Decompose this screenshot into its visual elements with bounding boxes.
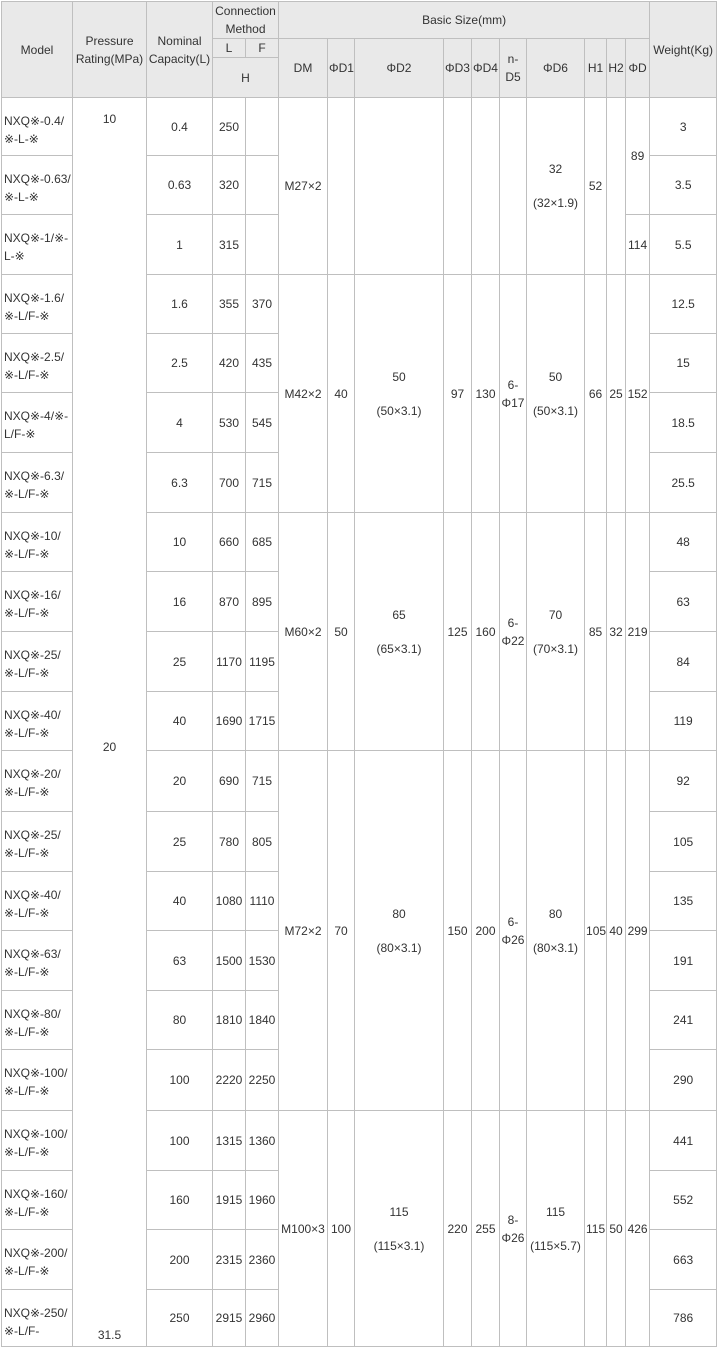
h-l-cell: 700 [213,453,246,513]
h2-cell: 25 [607,275,626,513]
h-l-cell: 1500 [213,931,246,991]
capacity-cell: 4 [147,393,213,453]
d2-cell [355,751,444,1111]
weight-cell: 191 [650,931,717,991]
weight-cell: 18.5 [650,393,717,453]
model-cell: NXQ※-160/※-L/F-※ [2,1171,73,1230]
weight-cell: 48 [650,513,717,572]
h-l-cell: 1810 [213,991,246,1050]
header-d: ΦD [626,39,650,98]
dm-cell: M100×3 [279,1111,328,1347]
capacity-cell: 1.6 [147,275,213,334]
header-connection-method: Connection Method [213,2,279,39]
h-f-cell [246,156,279,215]
h1-cell: 115 [585,1111,607,1347]
weight-cell: 3 [650,98,717,156]
d2-cell [355,513,444,751]
weight-cell: 92 [650,751,717,812]
h-l-cell: 530 [213,393,246,453]
model-cell: NXQ※-0.63/※-L-※ [2,156,73,215]
capacity-cell: 1 [147,215,213,275]
d6-cell-size: (80×3.1) [533,940,579,955]
weight-cell: 119 [650,692,717,751]
d4-cell: 255 [472,1111,500,1347]
h2-cell: 40 [607,751,626,1111]
capacity-cell: 25 [147,632,213,692]
weight-cell: 241 [650,991,717,1050]
d1-cell: 70 [328,751,355,1111]
h2-cell: 32 [607,513,626,751]
model-cell: NXQ※-100/※-L/F-※ [2,1050,73,1111]
h-f-cell: 2360 [246,1230,279,1290]
d6-cell-size: (50×3.1) [533,403,579,418]
capacity-cell: 100 [147,1050,213,1111]
h-l-cell: 1080 [213,872,246,931]
capacity-cell: 40 [147,872,213,931]
d2-cell-value: 80 [392,906,406,921]
h-f-cell: 2250 [246,1050,279,1111]
h-f-cell: 1960 [246,1171,279,1230]
weight-cell: 15 [650,334,717,393]
d3-cell: 220 [444,1111,472,1347]
weight-cell: 5.5 [650,215,717,275]
weight-cell: 135 [650,872,717,931]
d4-cell: 130 [472,275,500,513]
d6-cell [527,98,585,275]
capacity-cell: 63 [147,931,213,991]
capacity-cell: 16 [147,572,213,632]
header-d4: ΦD4 [472,39,500,98]
d-cell: 114 [626,215,650,275]
header-model: Model [2,2,73,98]
model-cell: NXQ※-1.6/※-L/F-※ [2,275,73,334]
weight-cell: 12.5 [650,275,717,334]
capacity-cell: 20 [147,751,213,812]
model-cell: NXQ※-10/※-L/F-※ [2,513,73,572]
d6-cell [527,751,585,1111]
model-cell: NXQ※-4/※-L/F-※ [2,393,73,453]
h2-cell [607,98,626,275]
d-cell: 426 [626,1111,650,1347]
header-d1: ΦD1 [328,39,355,98]
capacity-cell: 6.3 [147,453,213,513]
dm-cell: M60×2 [279,513,328,751]
weight-cell: 290 [650,1050,717,1111]
d3-cell: 97 [444,275,472,513]
header-dm: DM [279,39,328,98]
model-cell: NXQ※-2.5/※-L/F-※ [2,334,73,393]
capacity-cell: 40 [147,692,213,751]
weight-cell: 786 [650,1290,717,1347]
d4-cell [472,98,500,275]
model-cell: NXQ※-1/※-L-※ [2,215,73,275]
h-l-cell: 780 [213,812,246,872]
h-l-cell: 1915 [213,1171,246,1230]
d2-cell-size: (115×3.1) [373,1238,425,1253]
h-f-cell: 2960 [246,1290,279,1347]
h-f-cell: 1715 [246,692,279,751]
d6-cell-size: (70×3.1) [533,641,579,656]
weight-cell: 25.5 [650,453,717,513]
d6-cell-value: 80 [548,906,563,921]
pressure-rating-value: 20 [102,740,117,754]
h1-cell: 85 [585,513,607,751]
h-f-cell: 895 [246,572,279,632]
d2-cell-value: 115 [389,1204,409,1219]
d1-cell: 100 [328,1111,355,1347]
h1-cell: 105 [585,751,607,1111]
d2-cell-size: (65×3.1) [376,641,422,656]
pressure-rating-value: 10 [102,112,117,126]
model-cell: NXQ※-25/※-L/F-※ [2,812,73,872]
h-l-cell: 1315 [213,1111,246,1171]
h-l-cell: 315 [213,215,246,275]
weight-cell: 84 [650,632,717,692]
header-h1: H1 [585,39,607,98]
model-cell: NXQ※-6.3/※-L/F-※ [2,453,73,513]
model-cell: NXQ※-40/※-L/F-※ [2,872,73,931]
model-cell: NXQ※-16/※-L/F-※ [2,572,73,632]
h-f-cell: 715 [246,453,279,513]
h-l-cell: 420 [213,334,246,393]
d3-cell: 125 [444,513,472,751]
h2-cell: 50 [607,1111,626,1347]
header-nd5: n-D5 [500,39,527,98]
h-f-cell: 545 [246,393,279,453]
capacity-cell: 200 [147,1230,213,1290]
capacity-cell: 2.5 [147,334,213,393]
capacity-cell: 100 [147,1111,213,1171]
d2-cell-value: 50 [392,369,406,384]
h-f-cell: 1530 [246,931,279,991]
d4-cell: 200 [472,751,500,1111]
h-l-cell: 355 [213,275,246,334]
header-l: L [213,39,246,58]
h-f-cell [246,215,279,275]
d2-cell [355,98,444,275]
h-f-cell: 1360 [246,1111,279,1171]
capacity-cell: 80 [147,991,213,1050]
dm-cell: M27×2 [279,98,328,275]
capacity-cell: 0.63 [147,156,213,215]
h-f-cell: 1110 [246,872,279,931]
model-cell: NXQ※-63/※-L/F-※ [2,931,73,991]
d-cell: 219 [626,513,650,751]
header-d3: ΦD3 [444,39,472,98]
h-l-cell: 2915 [213,1290,246,1347]
d1-cell: 50 [328,513,355,751]
d2-cell-size: (50×3.1) [376,403,422,418]
h-f-cell: 1195 [246,632,279,692]
nd5-cell: 6-Φ26 [500,751,527,1111]
d4-cell: 160 [472,513,500,751]
specification-table [1,1,717,1347]
header-h: H [213,58,279,98]
model-cell: NXQ※-80/※-L/F-※ [2,991,73,1050]
model-cell: NXQ※-0.4/※-L-※ [2,98,73,156]
d2-cell [355,275,444,513]
pressure-rating-cell [73,98,147,1347]
d6-cell-value: 115 [545,1204,566,1219]
weight-cell: 3.5 [650,156,717,215]
capacity-cell: 10 [147,513,213,572]
h-l-cell: 250 [213,98,246,156]
d6-cell-value: 32 [548,162,563,176]
header-nominal-capacity: Nominal Capacity(L) [147,2,213,98]
h-f-cell [246,98,279,156]
d1-cell [328,98,355,275]
weight-cell: 552 [650,1171,717,1230]
weight-cell: 663 [650,1230,717,1290]
header-d2: ΦD2 [355,39,444,98]
weight-cell: 63 [650,572,717,632]
d3-cell: 150 [444,751,472,1111]
table-row [2,98,717,156]
h-l-cell: 870 [213,572,246,632]
h-f-cell: 715 [246,751,279,812]
weight-cell: 105 [650,812,717,872]
nd5-cell [500,98,527,275]
h-f-cell: 685 [246,513,279,572]
header-basic-size: Basic Size(mm) [279,2,650,39]
nd5-cell: 6-Φ22 [500,513,527,751]
d6-cell-size: (115×5.7) [530,1238,581,1253]
capacity-cell: 0.4 [147,98,213,156]
dm-cell: M72×2 [279,751,328,1111]
d2-cell-value: 65 [392,607,406,622]
weight-cell: 441 [650,1111,717,1171]
h-f-cell: 805 [246,812,279,872]
header-f: F [246,39,279,58]
d3-cell [444,98,472,275]
d6-cell-value: 70 [548,607,563,622]
dm-cell: M42×2 [279,275,328,513]
header-d6: ΦD6 [527,39,585,98]
header-weight: Weight(Kg) [650,2,717,98]
d-cell: 89 [626,98,650,215]
h-l-cell: 690 [213,751,246,812]
table-body [2,98,717,1347]
model-cell: NXQ※-25/※-L/F-※ [2,632,73,692]
model-cell: NXQ※-250/※-L/F- [2,1290,73,1347]
nd5-cell: 6-Φ17 [500,275,527,513]
d6-cell [527,513,585,751]
d2-cell-size: (80×3.1) [376,940,422,955]
header-h2: H2 [607,39,626,98]
h-l-cell: 660 [213,513,246,572]
model-cell: NXQ※-100/※-L/F-※ [2,1111,73,1171]
pressure-rating-value: 31.5 [97,1328,122,1342]
d2-cell [355,1111,444,1347]
capacity-cell: 250 [147,1290,213,1347]
h-l-cell: 320 [213,156,246,215]
capacity-cell: 160 [147,1171,213,1230]
nd5-cell: 8-Φ26 [500,1111,527,1347]
d1-cell: 40 [328,275,355,513]
h-l-cell: 1170 [213,632,246,692]
model-cell: NXQ※-200/※-L/F-※ [2,1230,73,1290]
d-cell: 152 [626,275,650,513]
d6-cell [527,275,585,513]
model-cell: NXQ※-20/※-L/F-※ [2,751,73,812]
h-f-cell: 370 [246,275,279,334]
h1-cell: 52 [585,98,607,275]
d6-cell-value: 50 [548,369,563,384]
h-l-cell: 1690 [213,692,246,751]
model-cell: NXQ※-40/※-L/F-※ [2,692,73,751]
header-pressure-rating: Pressure Rating(MPa) [73,2,147,98]
h-f-cell: 435 [246,334,279,393]
capacity-cell: 25 [147,812,213,872]
d6-cell-size: (32×1.9) [533,196,579,210]
h1-cell: 66 [585,275,607,513]
h-f-cell: 1840 [246,991,279,1050]
h-l-cell: 2220 [213,1050,246,1111]
d6-cell [527,1111,585,1347]
d-cell: 299 [626,751,650,1111]
h-l-cell: 2315 [213,1230,246,1290]
